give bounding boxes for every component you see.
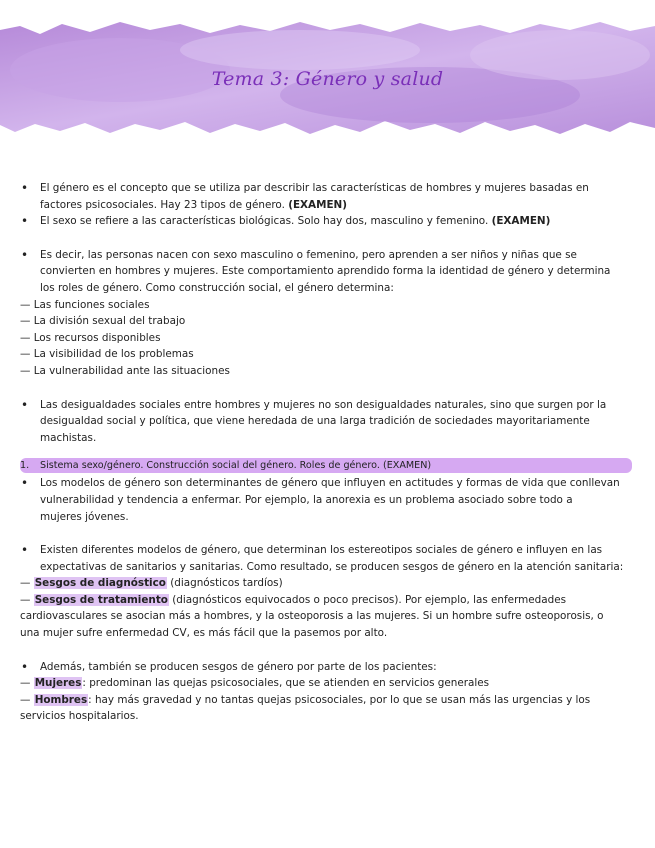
text-line: servicios hospitalarios. — [20, 710, 139, 723]
men-item — [20, 692, 632, 725]
list-item: — Los recursos disponibles — [20, 331, 161, 344]
dash-list — [20, 297, 632, 380]
bullet-social-construction — [20, 247, 632, 297]
text-line: • Es decir, las personas nacen con sexo masculino o femenino, pero aprenden a ser niños y niñas que se — [40, 248, 577, 261]
exam-tag: (EXAMEN) — [491, 215, 551, 228]
document-body — [20, 180, 632, 725]
list-item: — Las funciones sociales — [20, 298, 150, 311]
section-heading — [20, 458, 632, 473]
bullet-gender-definition — [20, 180, 632, 213]
bullet-inequalities — [20, 397, 632, 447]
text-line: • Además, también se producen sesgos de género por parte de los pacientes: — [40, 660, 437, 673]
highlight-term: Hombres — [34, 693, 88, 706]
text-line: convierten en hombres y mujeres. Este comportamiento aprendido forma la identidad de género y determina — [40, 265, 611, 278]
text-line: machistas. — [40, 431, 97, 444]
text-line: • Existen diferentes modelos de género, que determinan los estereotipos sociales de género e influyen en las — [40, 544, 603, 557]
text-line: • Los modelos de género son determinantes de género que influyen en actitudes y formas de vida que conllevan — [40, 477, 620, 490]
list-item: — La división sexual del trabajo — [20, 315, 186, 328]
text-line: mujeres jóvenes. — [40, 510, 129, 523]
bullet-sex-definition — [20, 213, 632, 230]
section-number: 1. — [20, 460, 30, 472]
women-item — [20, 675, 632, 692]
text-line: vulnerabilidad y tendencia a enfermar. Por ejemplo, la anorexia es un problema asociado sobre todo a — [40, 493, 573, 506]
dash: — — [20, 593, 34, 606]
dash: — — [20, 577, 34, 590]
bias-treatment — [20, 592, 632, 642]
text-span: (diagnósticos equivocados o poco precisos). Por ejemplo, las enfermedades — [168, 593, 567, 606]
text-line: los roles de género. Como construcción social, el género determina: — [40, 281, 394, 294]
text-span: factores psicosociales. Hay 23 tipos de género. — [40, 198, 289, 211]
highlight-term: Mujeres — [34, 677, 82, 690]
header-banner — [0, 0, 655, 150]
text-line: cardiovasculares se asocian más a hombres, y la osteoporosis a las mujeres. Si un hombre sufre osteoporosis, o — [20, 610, 604, 623]
list-item: — La visibilidad de los problemas — [20, 348, 194, 361]
text-line — [40, 197, 632, 214]
text-line: desigualdad social y política, que viene heredada de una larga tradición de sociedades mayoritariamente — [40, 415, 590, 428]
exam-tag: (EXAMEN) — [288, 198, 347, 211]
dash: — — [20, 677, 34, 690]
section-title: Sistema sexo/género. Construcción social del género. Roles de género. (EXAMEN) — [40, 460, 432, 472]
bias-diagnosis — [20, 575, 632, 592]
text-span: : hay más gravedad y no tantas quejas psicosociales, por lo que se usan más las urgencias y los — [88, 693, 591, 706]
text-span: (diagnósticos tardíos) — [166, 577, 283, 590]
highlight-term: Sesgos de diagnóstico — [34, 577, 166, 590]
bullet-patient-bias — [20, 659, 632, 676]
text-line: • El género es el concepto que se utiliza par describir las características de hombres y mujeres basadas en — [40, 182, 589, 194]
list-item: — La vulnerabilidad ante las situaciones — [20, 364, 230, 377]
page-title: Tema 3: Género y salud — [211, 68, 444, 90]
text-line: • Las desigualdades sociales entre hombres y mujeres no son desigualdades naturales, sino que surgen por la — [40, 398, 607, 411]
text-line: expectativas de sanitarios y sanitarias. Como resultado, se producen sesgos de género en la atención sanitaria: — [40, 560, 624, 573]
dash: — — [20, 693, 34, 706]
text-span: El sexo se refiere a las características biológicas. Solo hay dos, masculino y femenino. — [40, 215, 492, 228]
text-span: : predominan las quejas psicosociales, que se atienden en servicios generales — [82, 677, 490, 690]
highlight-term: Sesgos de tratamiento — [34, 593, 168, 606]
bullet-gender-bias — [20, 542, 632, 575]
text-line: una mujer sufre enfermedad CV, es más fácil que la pasemos por alto. — [20, 627, 388, 640]
bullet-gender-models — [20, 475, 632, 525]
